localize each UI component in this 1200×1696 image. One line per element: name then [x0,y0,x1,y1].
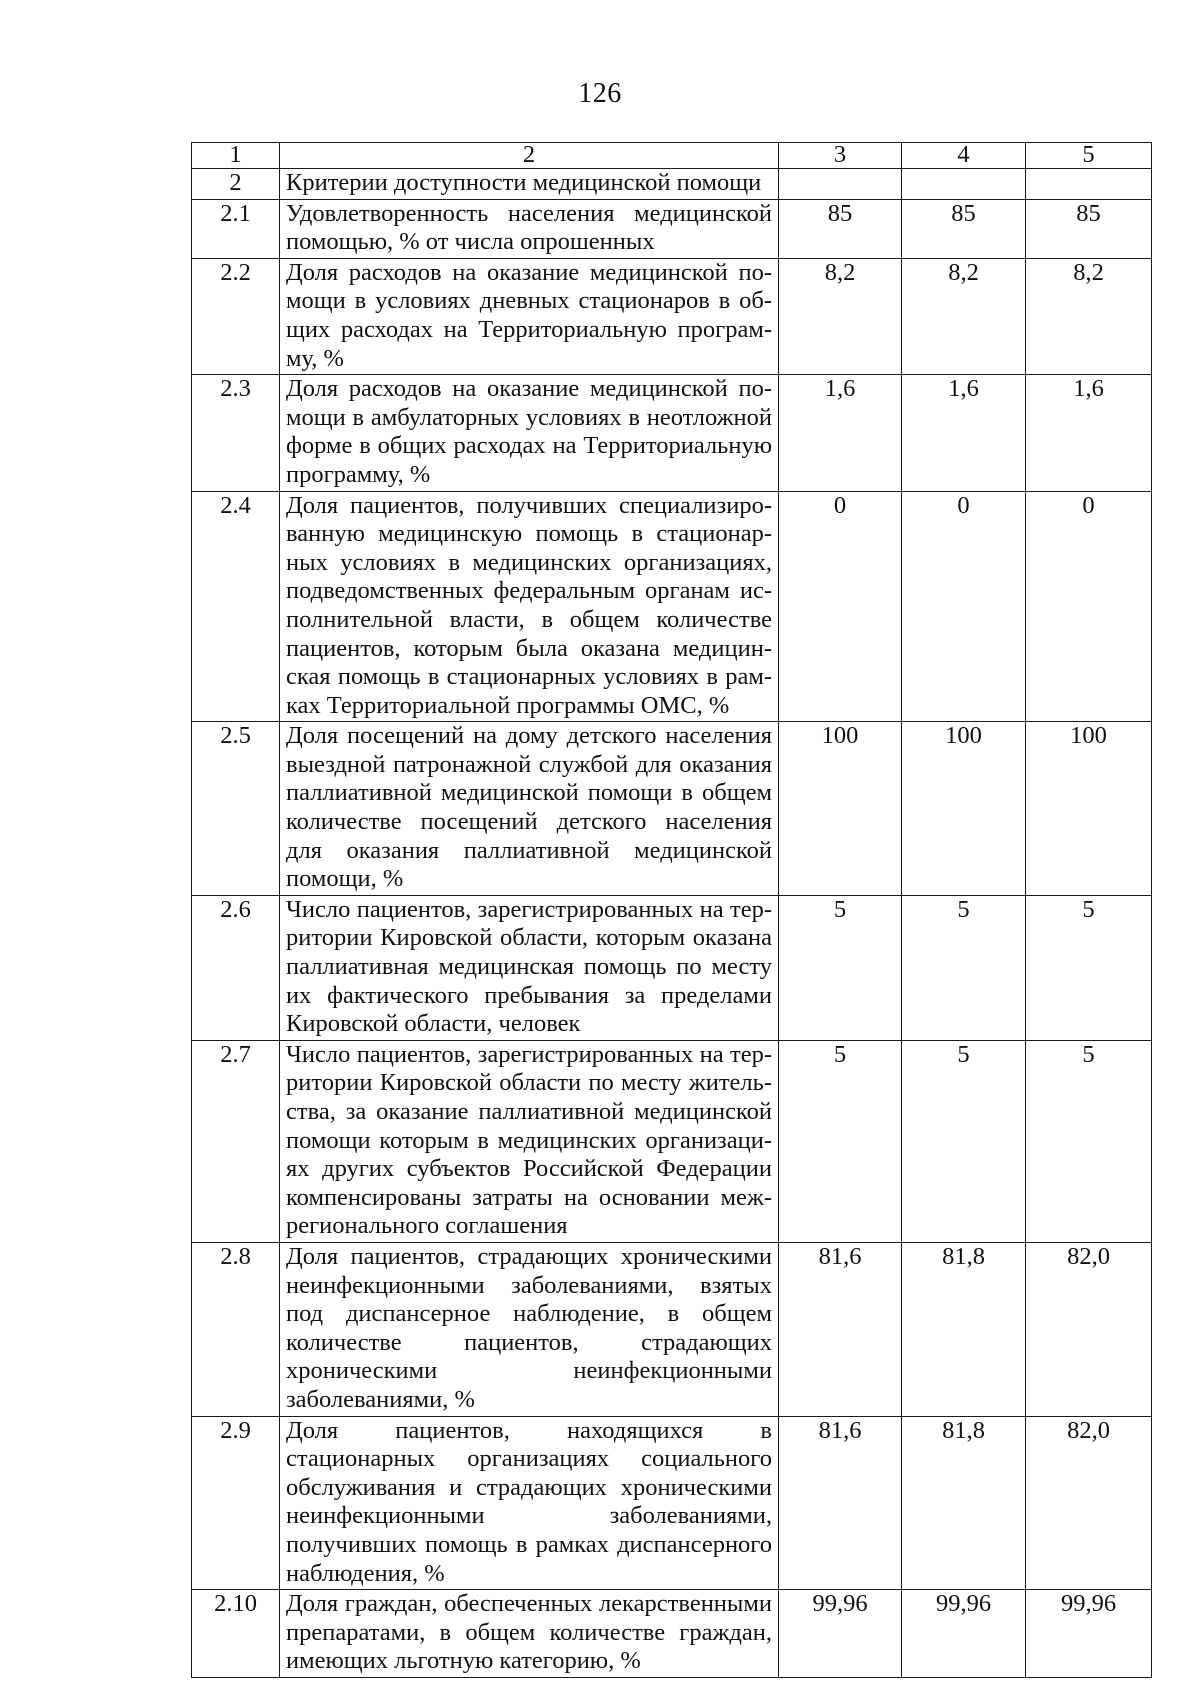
row-number: 2.8 [192,1242,280,1416]
table-row [192,1590,1152,1678]
row-description: Число пациентов, зарегистрированных на территории Кировской области по месту жительства, за оказание паллиативной медицинской помощи которым в медицинских организациях других субъектов Российской Федерации компенсированы затраты на основании межрегионального соглашения [280,1040,779,1242]
value-col-4: 8,2 [902,258,1026,374]
section-number: 2 [192,169,280,200]
value-col-5: 99,96 [1026,1590,1152,1678]
value-col-5: 100 [1026,722,1152,896]
row-number: 2.6 [192,895,280,1040]
value-col-4: 5 [902,1040,1026,1242]
table-row [192,375,1152,491]
column-header-5: 5 [1026,143,1152,169]
column-header-1: 1 [192,143,280,169]
page-number: 126 [578,78,622,109]
row-number: 2.10 [192,1590,280,1678]
table-header-row [192,143,1152,169]
value-col-5: 82,0 [1026,1416,1152,1590]
value-col-5: 0 [1026,491,1152,722]
section-title: Критерии доступности медицинской помощи [280,169,779,200]
value-col-4: 1,6 [902,375,1026,491]
value-col-4: 5 [902,895,1026,1040]
table-row [192,1242,1152,1416]
table-row [192,258,1152,374]
section-row [192,169,1152,200]
value-col-3: 100 [779,722,902,896]
value-col-4: 85 [902,199,1026,258]
row-number: 2.3 [192,375,280,491]
row-description: Доля расходов на оказание медицинской помощи в амбулаторных условиях в неотложной форме в общих расходах на Территориальную программу, % [280,375,779,491]
column-header-4: 4 [902,143,1026,169]
value-col-3: 5 [779,895,902,1040]
value-col-5: 85 [1026,199,1152,258]
row-description: Доля граждан, обеспеченных лекарственными препаратами, в общем количестве граждан, имеющих льготную категорию, % [280,1590,779,1678]
row-number: 2.1 [192,199,280,258]
value-col-4: 0 [902,491,1026,722]
row-number: 2.4 [192,491,280,722]
value-col-3: 5 [779,1040,902,1242]
row-description: Удовлетворенность населения медицинской помощью, % от числа опрошенных [280,199,779,258]
table-row [192,199,1152,258]
row-description: Доля пациентов, страдающих хроническими неинфекционными заболеваниями, взятых под диспансерное наблюдение, в общем количестве пациентов, страдающих хроническими неинфекционными заболеваниями, % [280,1242,779,1416]
row-description: Доля расходов на оказание медицинской помощи в условиях дневных стационаров в общих расходах на Территориальную программу, % [280,258,779,374]
value-col-3: 85 [779,199,902,258]
table-row [192,491,1152,722]
value-col-5: 5 [1026,895,1152,1040]
value-col-4: 100 [902,722,1026,896]
value-col-3: 0 [779,491,902,722]
value-col-3: 81,6 [779,1416,902,1590]
row-number: 2.2 [192,258,280,374]
value-col-5: 1,6 [1026,375,1152,491]
table-row [192,1416,1152,1590]
row-description: Доля пациентов, находящихся в стационарных организациях социального обслуживания и страдающих хроническими неинфекционными заболеваниями, получивших помощь в рамках диспансерного наблюдения, % [280,1416,779,1590]
row-description: Число пациентов, зарегистрированных на территории Кировской области, которым оказана паллиативная медицинская помощь по месту их фактического пребывания за пределами Кировской области, человек [280,895,779,1040]
row-description: Доля посещений на дому детского населения выездной патронажной службой для оказания паллиативной медицинской помощи в общем количестве посещений детского населения для оказания паллиативной медицинской помощи, % [280,722,779,896]
value-col-3: 81,6 [779,1242,902,1416]
column-header-2: 2 [280,143,779,169]
value-col-3: 99,96 [779,1590,902,1678]
row-description: Доля пациентов, получивших специализированную медицинскую помощь в стационарных условиях в медицинских организациях, подведомственных федеральным органам исполнительной власти, в общем количестве пациентов, которым была оказана медицинская помощь в стационарных условиях в рамках Территориальной программы ОМС, % [280,491,779,722]
row-number: 2.5 [192,722,280,896]
value-col-4: 81,8 [902,1242,1026,1416]
empty-cell [902,169,1026,200]
value-col-3: 1,6 [779,375,902,491]
empty-cell [1026,169,1152,200]
criteria-table [191,142,1152,1678]
value-col-4: 99,96 [902,1590,1026,1678]
empty-cell [779,169,902,200]
row-number: 2.9 [192,1416,280,1590]
row-number: 2.7 [192,1040,280,1242]
value-col-3: 8,2 [779,258,902,374]
column-header-3: 3 [779,143,902,169]
value-col-5: 82,0 [1026,1242,1152,1416]
table-row [192,1040,1152,1242]
value-col-5: 5 [1026,1040,1152,1242]
value-col-4: 81,8 [902,1416,1026,1590]
table-row [192,722,1152,896]
table-row [192,895,1152,1040]
value-col-5: 8,2 [1026,258,1152,374]
